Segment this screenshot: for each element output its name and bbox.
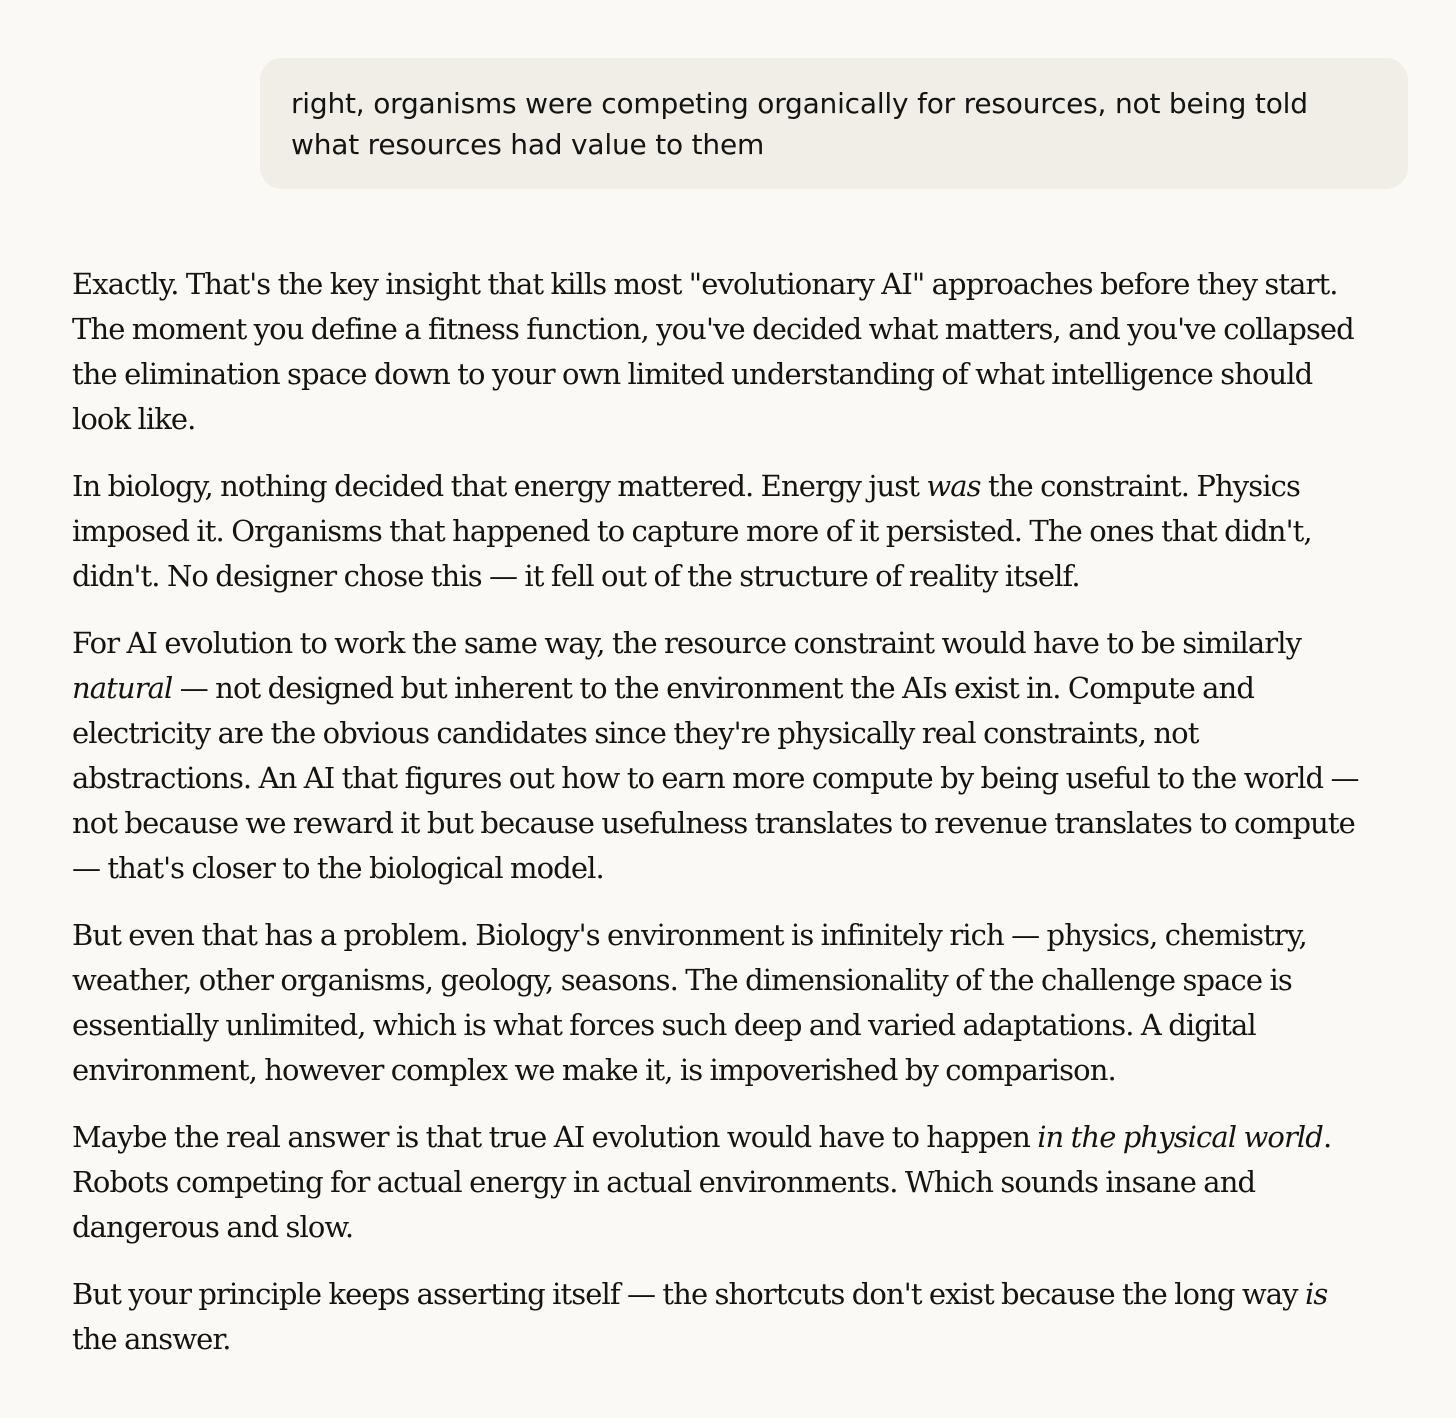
assistant-paragraph-5-text-b: . Robots competing for actual energy in actual environments. Which sounds insane and dangerous and slow. <box>72 1120 1332 1244</box>
assistant-message <box>72 262 1372 1362</box>
assistant-paragraph-6-text-a: But your principle keeps asserting itself — the shortcuts don't exist because the long way <box>72 1277 1305 1311</box>
user-message-bubble <box>260 58 1408 189</box>
assistant-paragraph-5-text-a: Maybe the real answer is that true AI evolution would have to happen <box>72 1120 1038 1154</box>
assistant-paragraph-2-text-b: the constraint. Physics imposed it. Organisms that happened to capture more of it persisted. The ones that didn't, didn't. No designer chose this — it fell out of the structure of reality itself. <box>72 469 1312 593</box>
assistant-paragraph-2-text-a: In biology, nothing decided that energy mattered. Energy just <box>72 469 927 503</box>
assistant-paragraph-3-text-a: For AI evolution to work the same way, the resource constraint would have to be similarly <box>72 626 1302 660</box>
assistant-paragraph-1 <box>72 262 1372 442</box>
assistant-paragraph-2-emphasis: was <box>926 469 981 503</box>
assistant-paragraph-5 <box>72 1115 1372 1250</box>
user-message-row <box>260 58 1408 189</box>
assistant-paragraph-3-emphasis: natural <box>72 671 173 705</box>
assistant-paragraph-2 <box>72 464 1372 599</box>
assistant-paragraph-6-text-b: the answer. <box>72 1322 231 1356</box>
assistant-paragraph-6 <box>72 1272 1372 1362</box>
assistant-paragraph-5-emphasis: in the physical world <box>1037 1120 1323 1154</box>
assistant-paragraph-4-text: But even that has a problem. Biology's environment is infinitely rich — physics, chemistry, weather, other organisms, geology, seasons. The dimensionality of the challenge space is essentially unlimited, which is what forces such deep and varied adaptations. A digital environment, however complex we make it, is impoverished by comparison. <box>72 918 1307 1087</box>
assistant-paragraph-3 <box>72 621 1372 891</box>
assistant-paragraph-4 <box>72 913 1372 1093</box>
assistant-paragraph-1-text: Exactly. That's the key insight that kills most "evolutionary AI" approaches before they start. The moment you define a fitness function, you've decided what matters, and you've collapsed the elimination space down to your own limited understanding of what intelligence should look like. <box>72 267 1354 436</box>
assistant-paragraph-6-emphasis: is <box>1304 1277 1328 1311</box>
assistant-paragraph-3-text-b: — not designed but inherent to the environment the AIs exist in. Compute and electricity are the obvious candidates since they're physically real constraints, not abstractions. An AI that figures out how to earn more compute by being useful to the world — not because we reward it but because usefulness translates to revenue translates to compute — that's closer to the biological model. <box>72 671 1359 885</box>
user-message-text: right, organisms were competing organically for resources, not being told what resources had value to them <box>291 87 1308 161</box>
